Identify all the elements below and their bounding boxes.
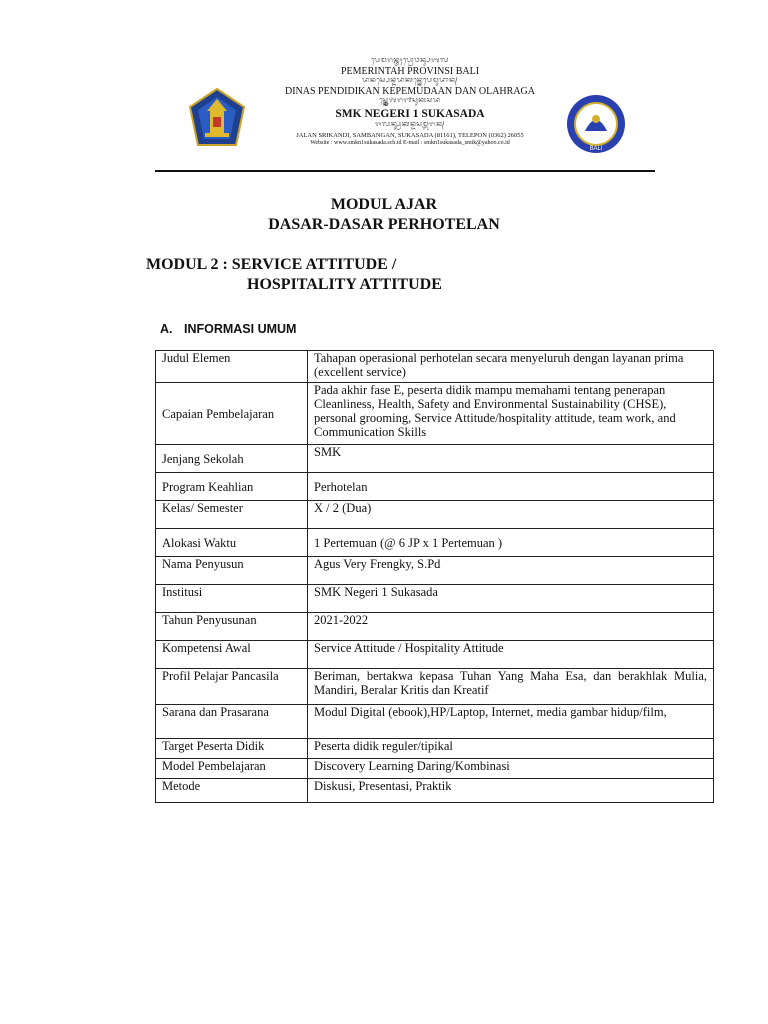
balinese-script-line: ᬤᬶᬦᬲ᭄ᬧᬾᬦ᭄ᬤᬶᬤᬶᬓᬦ᭄ᬓᬾᬧᬾᬫᬸᬤᬵᬦ᭄ [361, 77, 459, 84]
table-row [156, 739, 714, 759]
balinese-script-line: ᬲ᭄ᬫ᭄ᬓ᭄ᬦᬾᬕᭂᬭᬶ᭑ᬲᬸᬓᬲᬤ [379, 97, 441, 104]
table-row [156, 557, 714, 585]
document-subtitle: DASAR-DASAR PERHOTELAN [268, 216, 500, 233]
general-info-table [155, 350, 714, 803]
row-value: Discovery Learning Daring/Kombinasi [308, 759, 714, 779]
table-row [156, 705, 714, 739]
school-name: SMK NEGERI 1 SUKASADA [335, 108, 485, 120]
table-row [156, 641, 714, 669]
module-title-continued: HOSPITALITY ATTITUDE [247, 276, 442, 293]
row-label: Model Pembelajaran [156, 759, 308, 779]
table-row [156, 501, 714, 529]
row-value: Perhotelan [308, 473, 714, 501]
row-label: Profil Pelajar Pancasila [156, 669, 308, 705]
department-name: DINAS PENDIDIKAN KEPEMUDAAN DAN OLAHRAGA [285, 86, 535, 97]
table-row [156, 445, 714, 473]
section-title: INFORMASI UMUM [183, 322, 297, 336]
row-value: 1 Pertemuan (@ 6 JP x 1 Pertemuan ) [308, 529, 714, 557]
table-row [156, 669, 714, 705]
bali-province-emblem-icon [187, 87, 247, 151]
table-row [156, 383, 714, 445]
balinese-script-line: ᬚᬮᬦ᭄ᬲ᭄ᬭᬶᬓᬦ᭄ᬤᬶᬲᬫ᭄ᬩᬗᬦ᭄ [374, 120, 446, 128]
school-emblem-label: BALI [589, 146, 603, 152]
row-value: Tahapan operasional perhotelan secara menyeluruh dengan layanan prima (excellent service) [308, 351, 714, 383]
row-value: Diskusi, Presentasi, Praktik [308, 779, 714, 803]
school-contact: Website : www.smkn1sukasada.sch.id E-mail : smkn1sukasada_smik@yahoo.co.id [310, 140, 510, 146]
row-value: Peserta didik reguler/tipikal [308, 739, 714, 759]
row-label: Tahun Penyusunan [156, 613, 308, 641]
document-title: MODUL AJAR [330, 196, 438, 213]
letterhead-text [250, 57, 570, 146]
table-row [156, 351, 714, 383]
row-label: Target Peserta Didik [156, 739, 308, 759]
row-label: Institusi [156, 585, 308, 613]
balinese-script-line: ᬧᬾᬫᬭᬶᬦ᭄ᬢᬄᬧ᭄ᬭᭀᬯᬶᬦ᭄ᬲᬶᬩᬮᬶ [371, 57, 449, 64]
row-value: SMK [308, 445, 714, 473]
row-label: Capaian Pembelajaran [156, 383, 308, 445]
school-emblem-icon [565, 93, 627, 155]
row-label: Judul Elemen [156, 351, 308, 383]
row-label: Metode [156, 779, 308, 803]
row-value: X / 2 (Dua) [308, 501, 714, 529]
row-label: Program Keahlian [156, 473, 308, 501]
row-value: SMK Negeri 1 Sukasada [308, 585, 714, 613]
table-row [156, 529, 714, 557]
table-row [156, 759, 714, 779]
section-heading [160, 322, 296, 336]
row-value: Agus Very Frengky, S.Pd [308, 557, 714, 585]
section-marker: A. [160, 322, 173, 336]
row-value: Modul Digital (ebook),HP/Laptop, Internet, media gambar hidup/film, [308, 705, 714, 739]
row-value: Beriman, bertakwa kepasa Tuhan Yang Maha Esa, dan berakhlak Mulia, Mandiri, Beralar Kritis dan Kreatif [308, 669, 714, 705]
module-title: MODUL 2 : SERVICE ATTITUDE / [146, 256, 397, 273]
row-value: Service Attitude / Hospitality Attitude [308, 641, 714, 669]
row-label: Alokasi Waktu [156, 529, 308, 557]
row-label: Nama Penyusun [156, 557, 308, 585]
letterhead [155, 45, 655, 175]
table-row [156, 779, 714, 803]
table-row [156, 473, 714, 501]
government-name: PEMERINTAH PROVINSI BALI [340, 66, 480, 77]
row-label: Jenjang Sekolah [156, 445, 308, 473]
row-value: Pada akhir fase E, peserta didik mampu memahami tentang penerapan Cleanliness, Health, Safety and Environmental Sustainability (CHSE), personal grooming, Service Attitude/hospitality attitude, team work, and Communication Skills [308, 383, 714, 445]
school-address: JALAN SRIKANDI, SAMBANGAN, SUKASADA (81161), TELEPON (0362) 26055 [296, 131, 524, 139]
table-row [156, 585, 714, 613]
table-row [156, 613, 714, 641]
row-label: Kompetensi Awal [156, 641, 308, 669]
letterhead-divider [155, 170, 655, 172]
row-value: 2021-2022 [308, 613, 714, 641]
row-label: Kelas/ Semester [156, 501, 308, 529]
row-label: Sarana dan Prasarana [156, 705, 308, 739]
